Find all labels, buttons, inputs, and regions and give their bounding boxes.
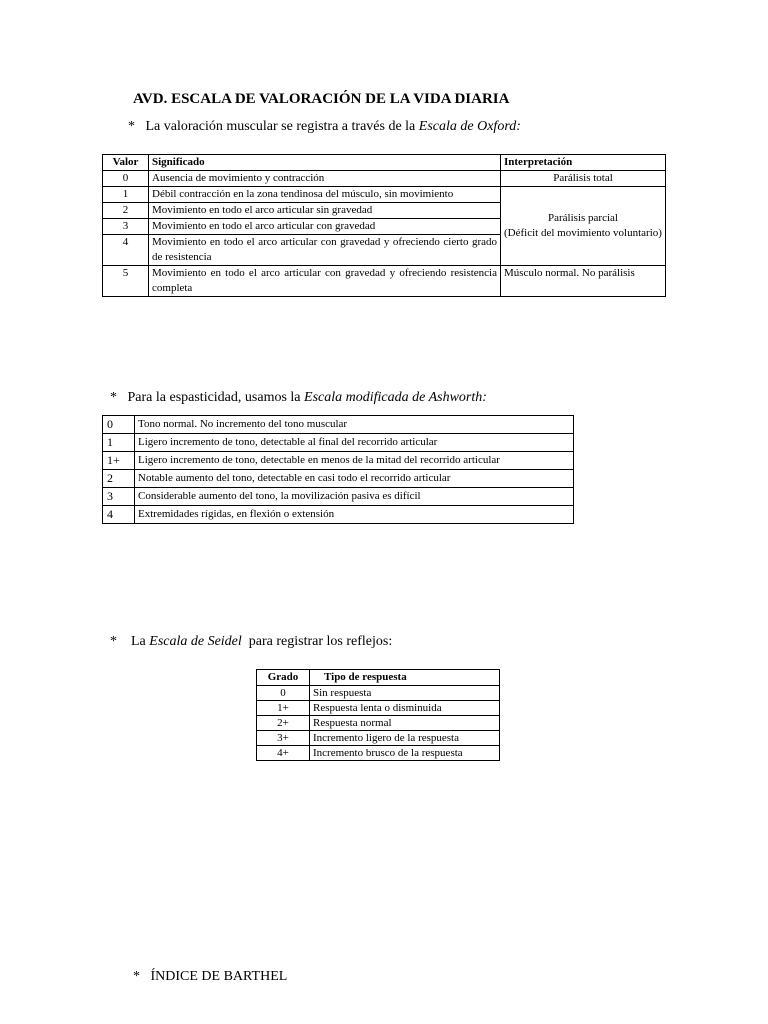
- barthel-label: ÍNDICE DE BARTHEL: [150, 969, 288, 984]
- oxford-intro: [128, 119, 521, 135]
- oxford-scale-name: Escala de Oxford:: [418, 119, 521, 134]
- table-row: [103, 416, 574, 434]
- row-response: Incremento ligero de la respuesta: [310, 731, 500, 746]
- ashworth-intro: [110, 390, 487, 406]
- seidel-intro-suffix: para registrar los reflejos:: [241, 634, 393, 649]
- row-description: Extremidades rígidas, en flexión o extensión: [135, 506, 574, 524]
- header-interpretation: Interpretación: [501, 155, 666, 171]
- page-title: AVD. ESCALA DE VALORACIÓN DE LA VIDA DIARIA: [133, 91, 510, 107]
- table-header-row: [103, 155, 666, 171]
- seidel-intro-prefix: La: [131, 634, 150, 649]
- seidel-scale-name: Escala de Seidel: [149, 634, 242, 649]
- row-value: 1: [103, 187, 149, 203]
- table-row: [257, 731, 500, 746]
- bullet-asterisk: *: [110, 390, 117, 405]
- seidel-scale-table: [256, 669, 500, 761]
- ashworth-intro-text: Para la espasticidad, usamos la: [127, 390, 305, 405]
- row-meaning: Movimiento en todo el arco articular con gravedad y ofreciendo resistencia completa: [149, 266, 501, 297]
- table-row: [257, 716, 500, 731]
- row-grade: 4+: [257, 746, 310, 761]
- bullet-asterisk: *: [128, 119, 135, 134]
- row-value: 2: [103, 470, 135, 488]
- header-response: Tipo de respuesta: [310, 670, 500, 686]
- oxford-intro-text: La valoración muscular se registra a través de la: [145, 119, 419, 134]
- table-row: [103, 452, 574, 470]
- seidel-intro: [110, 634, 392, 650]
- header-meaning: Significado: [149, 155, 501, 171]
- row-meaning: Movimiento en todo el arco articular sin gravedad: [149, 203, 501, 219]
- row-value: 4: [103, 506, 135, 524]
- bullet-asterisk: *: [133, 969, 140, 984]
- row-grade: 3+: [257, 731, 310, 746]
- row-value: 1: [103, 434, 135, 452]
- row-description: Ligero incremento de tono, detectable al final del recorrido articular: [135, 434, 574, 452]
- row-description: Tono normal. No incremento del tono muscular: [135, 416, 574, 434]
- interpretation-partial-detail: (Déficit del movimiento voluntario): [504, 227, 662, 239]
- interpretation-total: Parálisis total: [501, 171, 666, 187]
- table-row: [257, 701, 500, 716]
- row-description: Considerable aumento del tono, la movilización pasiva es difícil: [135, 488, 574, 506]
- header-value: Valor: [103, 155, 149, 171]
- header-grade: Grado: [257, 670, 310, 686]
- interpretation-partial: [501, 187, 666, 266]
- row-value: 3: [103, 488, 135, 506]
- row-meaning: Débil contracción en la zona tendinosa del músculo, sin movimiento: [149, 187, 501, 203]
- row-value: 2: [103, 203, 149, 219]
- table-row: [103, 506, 574, 524]
- row-response: Respuesta normal: [310, 716, 500, 731]
- row-description: Ligero incremento de tono, detectable en menos de la mitad del recorrido articular: [135, 452, 574, 470]
- table-row: [103, 171, 666, 187]
- row-meaning: Movimiento en todo el arco articular con gravedad: [149, 219, 501, 235]
- interpretation-normal: Músculo normal. No parálisis: [501, 266, 666, 297]
- bullet-asterisk: *: [110, 634, 117, 649]
- row-grade: 1+: [257, 701, 310, 716]
- row-response: Respuesta lenta o disminuida: [310, 701, 500, 716]
- row-meaning: Ausencia de movimiento y contracción: [149, 171, 501, 187]
- row-meaning: Movimiento en todo el arco articular con gravedad y ofreciendo cierto grado de resistencia: [149, 235, 501, 266]
- table-row: [257, 686, 500, 701]
- interpretation-partial-title: Parálisis parcial: [548, 212, 618, 224]
- table-row: [257, 746, 500, 761]
- ashworth-scale-table: [102, 415, 574, 524]
- table-header-row: [257, 670, 500, 686]
- row-description: Notable aumento del tono, detectable en casi todo el recorrido articular: [135, 470, 574, 488]
- row-response: Incremento brusco de la respuesta: [310, 746, 500, 761]
- row-grade: 0: [257, 686, 310, 701]
- ashworth-scale-name: Escala modificada de Ashworth:: [304, 390, 487, 405]
- row-value: 3: [103, 219, 149, 235]
- table-row: [103, 434, 574, 452]
- row-grade: 2+: [257, 716, 310, 731]
- row-value: 5: [103, 266, 149, 297]
- table-row: [103, 187, 666, 203]
- barthel-heading: [133, 969, 287, 985]
- row-value: 4: [103, 235, 149, 266]
- row-value: 1+: [103, 452, 135, 470]
- table-row: [103, 488, 574, 506]
- row-response: Sin respuesta: [310, 686, 500, 701]
- row-value: 0: [103, 171, 149, 187]
- table-row: [103, 470, 574, 488]
- row-value: 0: [103, 416, 135, 434]
- oxford-scale-table: [102, 154, 666, 297]
- table-row: [103, 266, 666, 297]
